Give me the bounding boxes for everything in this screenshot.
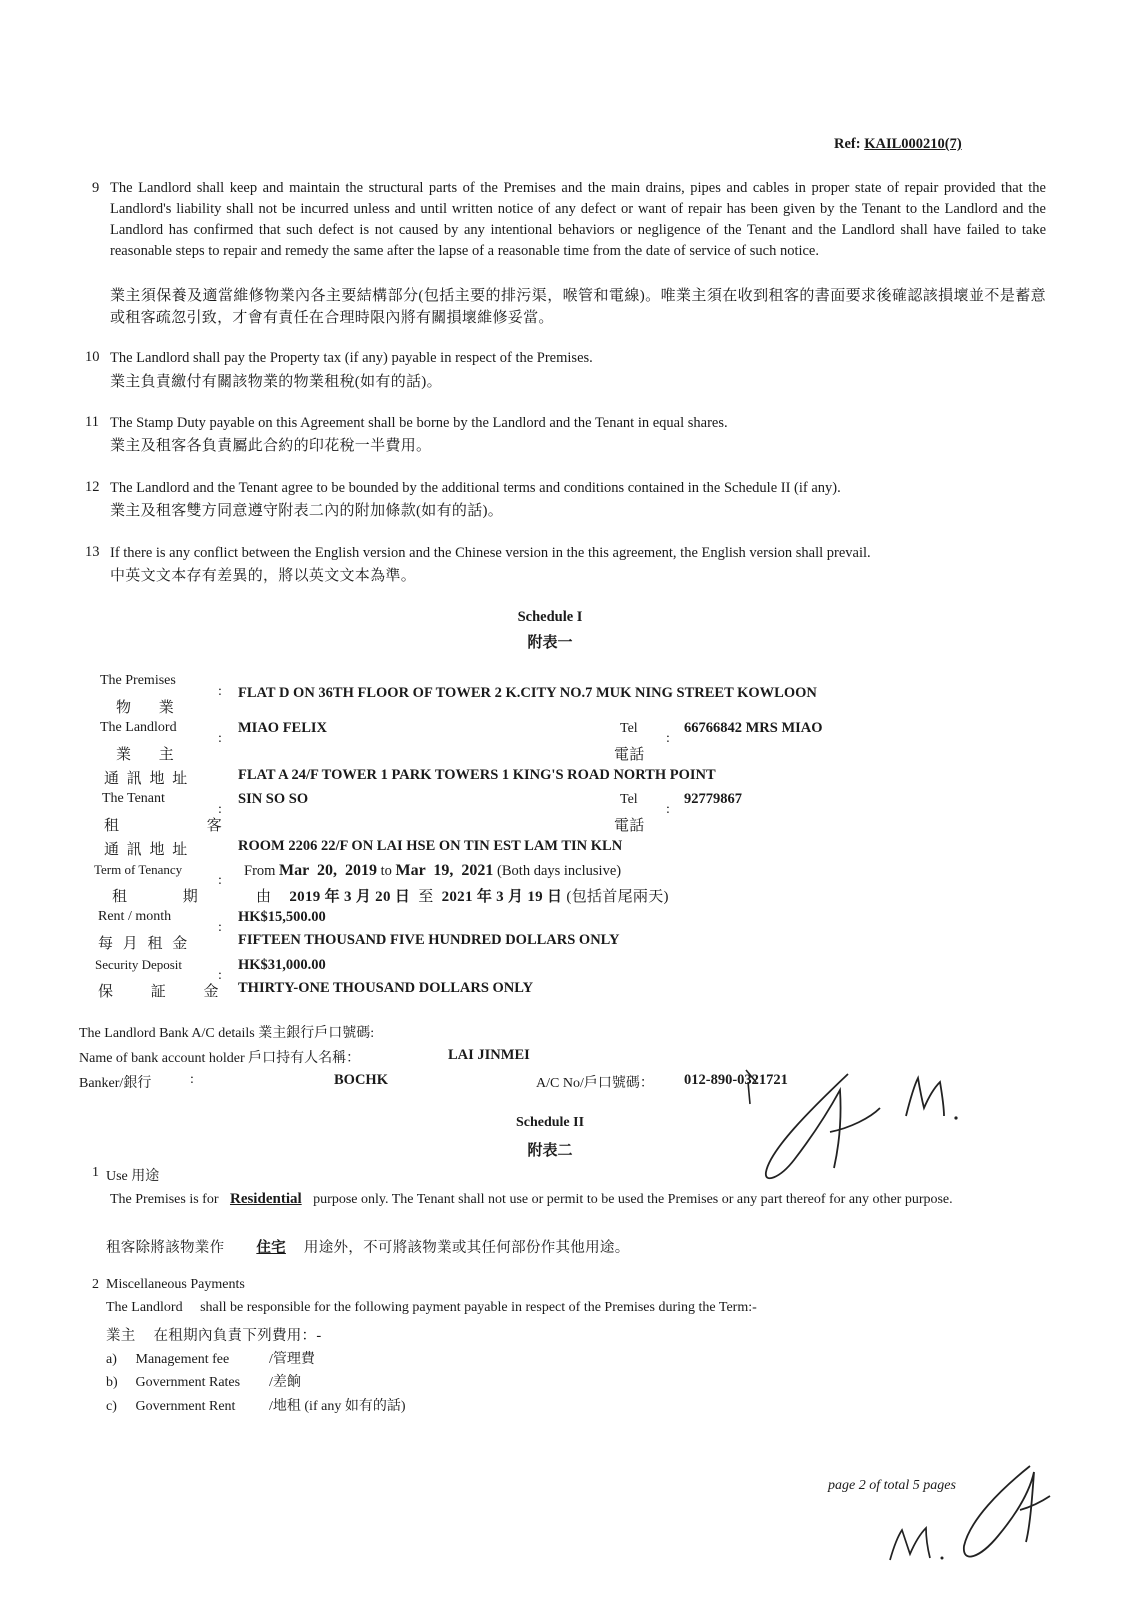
clause-10-zh: 業主負責繳付有關該物業的物業租稅(如有的話)。	[110, 374, 442, 390]
signature-initials-mark	[880, 1460, 1060, 1580]
term-zh-start: 2019 年 3 月 20 日	[289, 889, 411, 905]
landlord-label-zh: 業 主	[116, 747, 186, 763]
deposit-value: HK$31,000.00	[238, 957, 326, 973]
tenant-tel-label-zh: 電話	[614, 818, 645, 834]
clause-10-number: 10	[85, 349, 100, 365]
use-type: Residential	[229, 1191, 302, 1207]
use-zh-2: 用途外，不可將該物業或其任何部份作其他用途。	[303, 1240, 630, 1256]
schedule-1-title-zh: 附表一	[527, 635, 573, 651]
tenant-colon: :	[218, 802, 222, 817]
premises-label-en: The Premises	[100, 673, 176, 688]
ref-label: Ref:	[834, 136, 861, 152]
acno-label: A/C No/戶口號碼：	[536, 1076, 654, 1091]
landlord-value: MIAO FELIX	[238, 720, 328, 736]
clause-10-en: The Landlord shall pay the Property tax (if any) payable in respect of the Premises.	[110, 350, 593, 366]
misc-en-2: shall be responsible for the following payment payable in respect of the Premises during the Term:-	[200, 1300, 757, 1315]
ref-line	[834, 136, 962, 153]
misc-zh-1: 業主	[106, 1328, 136, 1344]
deposit-label-zh: 保 証 金	[98, 984, 236, 1000]
term-zh-note: (包括首尾兩天)	[566, 889, 669, 905]
clause-13-zh: 中英文文本存有差異的，將以英文文本為準。	[110, 568, 417, 584]
misc-item-c-letter: c)	[106, 1399, 117, 1414]
use-zh	[106, 1236, 630, 1257]
rent-label-en: Rent / month	[98, 909, 172, 924]
term-label-en: Term of Tenancy	[94, 862, 183, 877]
schedule-1-title: Schedule I	[517, 609, 583, 625]
use-en-2: purpose only. The Tenant shall not use or permit to be used the Premises or any part thereof for any other purpose.	[313, 1192, 953, 1207]
use-zh-1: 租客除將該物業作	[106, 1240, 225, 1256]
misc-item-b-zh: /差餉	[269, 1375, 301, 1390]
term-note: (Both days inclusive)	[497, 863, 622, 879]
landlord-label-en: The Landlord	[100, 720, 177, 735]
banker-colon: :	[190, 1072, 194, 1087]
deposit-words: THIRTY-ONE THOUSAND DOLLARS ONLY	[238, 980, 534, 996]
clause-9-en: The Landlord shall keep and maintain the structural parts of the Premises and the main drains, pipes and cables in proper state of repair provided that the Landlord's liability shall not be incurred unless and until written notice of any defect or want of repair has been given by the Tenant to the Landlord and the Landlord has confirmed that such defect is not caused by any intentional behaviors or negligence of the Tenant and the Landlord shall have failed to take reasonable steps to repair and remedy the same after the lapse of a reasonable time from the date of service of such notice.	[110, 180, 1046, 259]
signature-mark	[730, 1060, 990, 1200]
misc-item-b-letter: b)	[106, 1375, 118, 1390]
misc-en-1: The Landlord	[106, 1300, 183, 1315]
clause-12-zh: 業主及租客雙方同意遵守附表二內的附加條款(如有的話)。	[110, 503, 504, 519]
tenant-tel-label-en: Tel	[620, 792, 638, 807]
term-zh-line	[256, 885, 669, 906]
landlord-tel-label-zh: 電話	[614, 747, 645, 763]
use-heading: Use 用途	[106, 1169, 160, 1184]
misc-item-c-en: Government Rent	[135, 1399, 236, 1414]
rent-words: FIFTEEN THOUSAND FIVE HUNDRED DOLLARS ONLY	[238, 932, 620, 948]
tenant-address: ROOM 2206 22/F ON LAI HSE ON TIN EST LAM TIN KLN	[238, 838, 623, 854]
landlord-tel-colon: :	[666, 731, 670, 746]
misc-en	[106, 1300, 757, 1316]
clause-12-number: 12	[85, 479, 100, 495]
misc-zh	[106, 1324, 321, 1345]
acno-value: 012-890-0321721	[684, 1072, 788, 1088]
landlord-tel-label-en: Tel	[620, 721, 638, 736]
rent-colon: :	[218, 920, 222, 935]
premises-colon: :	[218, 684, 222, 699]
schedule-2-title: Schedule II	[515, 1115, 585, 1130]
tenant-value: SIN SO SO	[238, 791, 309, 807]
term-start: Mar 20, 2019	[279, 862, 377, 879]
clause-9-zh: 業主須保養及適當維修物業內各主要結構部分(包括主要的排污渠，喉管和電線)。唯業主須在收到租客的書面要求後確認該損壞並不是蓄意或租客疏忽引致，才會有責任在合理時限內將有關損壞維修妥當。	[110, 288, 1046, 326]
bank-holder-value: LAI JINMEI	[448, 1047, 530, 1063]
clause-11-en: The Stamp Duty payable on this Agreement shall be borne by the Landlord and the Tenant in equal shares.	[110, 415, 728, 431]
misc-item-a	[106, 1348, 315, 1368]
deposit-colon: :	[218, 968, 222, 983]
use-type-zh: 住宅	[256, 1240, 286, 1256]
banker-value: BOCHK	[334, 1072, 388, 1088]
clause-13-en: If there is any conflict between the English version and the Chinese version in the this agreement, the English version shall prevail.	[110, 545, 871, 561]
misc-item-a-letter: a)	[106, 1352, 117, 1367]
term-from: From	[244, 863, 276, 879]
term-zh-to: 至	[418, 889, 434, 905]
misc-item-b-en: Government Rates	[135, 1375, 241, 1390]
page-footer: page 2 of total 5 pages	[828, 1478, 956, 1493]
deposit-label-en: Security Deposit	[95, 957, 183, 972]
misc-item-c	[106, 1395, 405, 1415]
tenant-address-label: 通 訊 地 址	[104, 842, 190, 858]
term-label-zh: 租 期	[112, 889, 224, 905]
bank-heading: The Landlord Bank A/C details 業主銀行戶口號碼:	[79, 1026, 375, 1041]
tenant-tel-colon: :	[666, 802, 670, 817]
rent-label-zh: 每 月 租 金	[98, 936, 191, 952]
misc-item-b	[106, 1371, 301, 1391]
ref-number: KAIL000210(7)	[864, 136, 962, 152]
misc-zh-2: 在租期內負責下列費用：-	[153, 1328, 322, 1344]
use-en-1: The Premises is for	[110, 1192, 219, 1207]
premises-value: FLAT D ON 36TH FLOOR OF TOWER 2 K.CITY NO.7 MUK NING STREET KOWLOON	[238, 685, 817, 701]
misc-heading: Miscellaneous Payments	[106, 1277, 245, 1292]
clause-12-en: The Landlord and the Tenant agree to be bounded by the additional terms and conditions contained in the Schedule II (if any).	[110, 480, 841, 496]
clause-11-number: 11	[85, 414, 99, 430]
clause-9-number: 9	[92, 180, 100, 196]
landlord-address-label: 通 訊 地 址	[104, 771, 190, 787]
clause-11-zh: 業主及租客各負責屬此合約的印花稅一半費用。	[110, 438, 432, 454]
rent-value: HK$15,500.00	[238, 909, 326, 925]
misc-number: 2	[92, 1277, 99, 1292]
tenant-label-en: The Tenant	[102, 791, 165, 806]
clause-13-number: 13	[85, 544, 100, 560]
term-end: Mar 19, 2021	[395, 862, 494, 879]
misc-item-c-zh: /地租 (if any 如有的話)	[269, 1399, 406, 1414]
tenant-label-zh: 租 客	[104, 818, 264, 834]
premises-label-zh: 物 業	[116, 700, 186, 716]
term-en-line	[244, 862, 621, 880]
landlord-address: FLAT A 24/F TOWER 1 PARK TOWERS 1 KING'S ROAD NORTH POINT	[238, 767, 716, 783]
misc-item-a-zh: /管理費	[269, 1352, 315, 1367]
banker-label: Banker/銀行	[79, 1076, 152, 1091]
term-zh-end: 2021 年 3 月 19 日	[441, 889, 563, 905]
use-number: 1	[92, 1165, 99, 1180]
landlord-colon: :	[218, 731, 222, 746]
landlord-tel: 66766842 MRS MIAO	[684, 720, 823, 736]
tenant-tel: 92779867	[684, 791, 742, 807]
term-to: to	[380, 863, 392, 879]
schedule-2-title-zh: 附表二	[527, 1143, 573, 1159]
term-colon: :	[218, 873, 222, 888]
misc-item-a-en: Management fee	[135, 1352, 230, 1367]
bank-holder-label: Name of bank account holder 戶口持有人名稱：	[79, 1051, 361, 1066]
term-zh-from: 由	[256, 889, 272, 905]
